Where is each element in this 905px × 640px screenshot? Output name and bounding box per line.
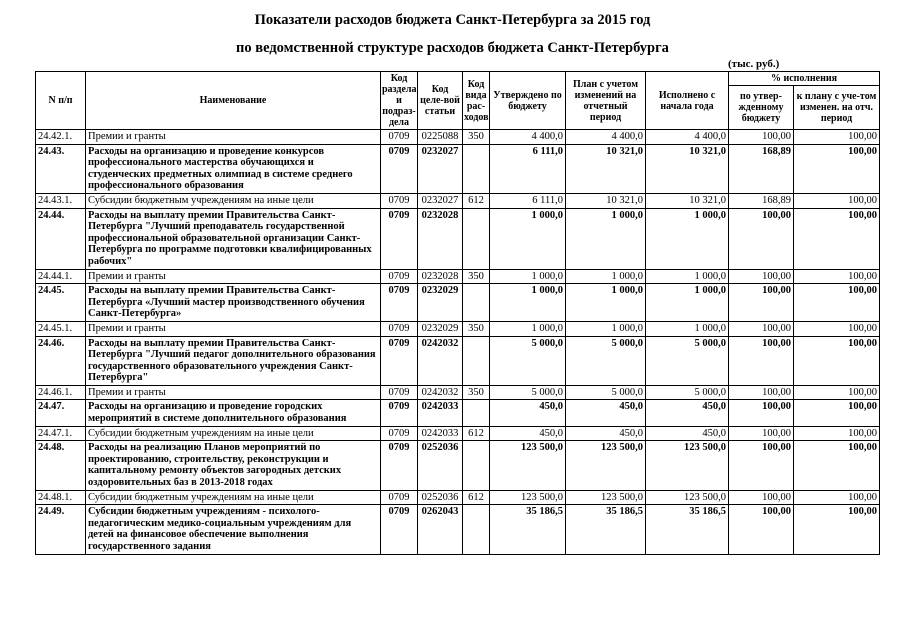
row-target-code: 0242033 [418, 400, 463, 426]
row-executed: 123 500,0 [646, 490, 729, 505]
row-section-code: 0709 [381, 284, 418, 322]
table-row [36, 269, 880, 284]
row-target-code: 0232027 [418, 144, 463, 193]
row-executed: 10 321,0 [646, 144, 729, 193]
budget-table [35, 71, 880, 555]
row-approved: 123 500,0 [490, 490, 566, 505]
header-executed: Исполнено с начала года [646, 72, 729, 130]
row-number: 24.47.1. [36, 426, 86, 441]
row-executed: 5 000,0 [646, 385, 729, 400]
row-target-code: 0252036 [418, 490, 463, 505]
row-name: Расходы на выплату премии Правительства Санкт-Петербурга "Лучший педагог дополнительного образования государственного образовательного учреждения Санкт-Петербурга" [86, 336, 381, 385]
page-title: Показатели расходов бюджета Санкт-Петербурга за 2015 год [254, 12, 651, 28]
row-name: Расходы на организацию и проведение городских мероприятий в системе дополнительного образования [86, 400, 381, 426]
row-number: 24.45.1. [36, 321, 86, 336]
row-section-code: 0709 [381, 130, 418, 145]
row-kind-code [463, 336, 490, 385]
row-plan: 5 000,0 [566, 385, 646, 400]
row-plan: 10 321,0 [566, 193, 646, 208]
row-number: 24.43. [36, 144, 86, 193]
row-kind-code: 350 [463, 321, 490, 336]
row-pct-approved: 100,00 [729, 208, 794, 269]
row-number: 24.46. [36, 336, 86, 385]
row-target-code: 0232029 [418, 321, 463, 336]
row-name: Субсидии бюджетным учреждениям - психолого-педагогическим медико-социальным учреждениям для детей на финансовое обеспечение выполнения государственного задания [86, 505, 381, 554]
row-pct-plan: 100,00 [794, 400, 880, 426]
row-pct-plan: 100,00 [794, 505, 880, 554]
header-kind-code: Код вида рас-ходов [463, 72, 490, 130]
row-kind-code: 350 [463, 130, 490, 145]
row-section-code: 0709 [381, 426, 418, 441]
row-kind-code [463, 400, 490, 426]
row-number: 24.43.1. [36, 193, 86, 208]
row-pct-plan: 100,00 [794, 269, 880, 284]
header-name: Наименование [86, 72, 381, 130]
row-approved: 1 000,0 [490, 269, 566, 284]
row-approved: 5 000,0 [490, 385, 566, 400]
row-kind-code: 350 [463, 269, 490, 284]
row-pct-approved: 168,89 [729, 193, 794, 208]
table-row [36, 505, 880, 554]
row-pct-plan: 100,00 [794, 441, 880, 490]
row-plan: 1 000,0 [566, 269, 646, 284]
table-row [36, 385, 880, 400]
row-executed: 4 400,0 [646, 130, 729, 145]
row-approved: 450,0 [490, 426, 566, 441]
row-kind-code [463, 144, 490, 193]
table-row [36, 144, 880, 193]
row-executed: 10 321,0 [646, 193, 729, 208]
table-row [36, 208, 880, 269]
row-pct-plan: 100,00 [794, 385, 880, 400]
row-section-code: 0709 [381, 490, 418, 505]
row-kind-code: 612 [463, 490, 490, 505]
row-pct-approved: 100,00 [729, 385, 794, 400]
row-executed: 1 000,0 [646, 321, 729, 336]
row-number: 24.42.1. [36, 130, 86, 145]
row-target-code: 0232027 [418, 193, 463, 208]
row-approved: 35 186,5 [490, 505, 566, 554]
table-row [36, 130, 880, 145]
row-pct-approved: 100,00 [729, 490, 794, 505]
row-executed: 1 000,0 [646, 269, 729, 284]
row-approved: 1 000,0 [490, 208, 566, 269]
row-name: Расходы на выплату премии Правительства Санкт-Петербурга «Лучший мастер производственного обучения Санкт-Петербурга» [86, 284, 381, 322]
row-number: 24.48.1. [36, 490, 86, 505]
units-label: (тыс. руб.) [728, 58, 780, 70]
row-plan: 1 000,0 [566, 284, 646, 322]
row-section-code: 0709 [381, 400, 418, 426]
row-pct-plan: 100,00 [794, 426, 880, 441]
row-name: Субсидии бюджетным учреждениям на иные цели [86, 193, 381, 208]
header-num: N п/п [36, 72, 86, 130]
row-pct-plan: 100,00 [794, 130, 880, 145]
row-section-code: 0709 [381, 193, 418, 208]
row-target-code: 0242033 [418, 426, 463, 441]
row-section-code: 0709 [381, 144, 418, 193]
row-section-code: 0709 [381, 385, 418, 400]
row-target-code: 0232028 [418, 208, 463, 269]
row-pct-plan: 100,00 [794, 321, 880, 336]
row-kind-code: 612 [463, 426, 490, 441]
row-kind-code: 350 [463, 385, 490, 400]
row-plan: 1 000,0 [566, 208, 646, 269]
row-plan: 123 500,0 [566, 490, 646, 505]
row-pct-approved: 100,00 [729, 505, 794, 554]
row-plan: 4 400,0 [566, 130, 646, 145]
row-pct-approved: 100,00 [729, 426, 794, 441]
row-pct-approved: 100,00 [729, 130, 794, 145]
table-row [36, 426, 880, 441]
row-executed: 450,0 [646, 426, 729, 441]
row-target-code: 0242032 [418, 385, 463, 400]
page-subtitle: по ведомственной структуре расходов бюджета Санкт-Петербурга [236, 40, 669, 56]
row-executed: 5 000,0 [646, 336, 729, 385]
table-row [36, 284, 880, 322]
row-number: 24.44. [36, 208, 86, 269]
row-section-code: 0709 [381, 269, 418, 284]
row-name: Премии и гранты [86, 269, 381, 284]
row-name: Субсидии бюджетным учреждениям на иные цели [86, 426, 381, 441]
row-executed: 1 000,0 [646, 284, 729, 322]
row-number: 24.44.1. [36, 269, 86, 284]
row-number: 24.48. [36, 441, 86, 490]
table-row [36, 193, 880, 208]
row-plan: 10 321,0 [566, 144, 646, 193]
row-pct-plan: 100,00 [794, 208, 880, 269]
row-pct-plan: 100,00 [794, 193, 880, 208]
row-pct-approved: 100,00 [729, 336, 794, 385]
header-target-code: Код целе-вой статьи [418, 72, 463, 130]
row-number: 24.49. [36, 505, 86, 554]
row-pct-approved: 100,00 [729, 400, 794, 426]
row-executed: 123 500,0 [646, 441, 729, 490]
row-target-code: 0242032 [418, 336, 463, 385]
row-number: 24.45. [36, 284, 86, 322]
row-pct-approved: 100,00 [729, 441, 794, 490]
row-section-code: 0709 [381, 208, 418, 269]
row-pct-plan: 100,00 [794, 336, 880, 385]
row-approved: 123 500,0 [490, 441, 566, 490]
row-section-code: 0709 [381, 441, 418, 490]
row-approved: 6 111,0 [490, 144, 566, 193]
row-approved: 450,0 [490, 400, 566, 426]
row-pct-plan: 100,00 [794, 490, 880, 505]
row-kind-code [463, 441, 490, 490]
row-name: Премии и гранты [86, 385, 381, 400]
row-plan: 123 500,0 [566, 441, 646, 490]
row-section-code: 0709 [381, 336, 418, 385]
row-name: Расходы на организацию и проведение конкурсов профессионального мастерства обучающихся и студенческих предметных олимпиад в системе среднего профессионального образования [86, 144, 381, 193]
row-plan: 1 000,0 [566, 321, 646, 336]
table-row [36, 336, 880, 385]
row-approved: 1 000,0 [490, 284, 566, 322]
row-approved: 1 000,0 [490, 321, 566, 336]
row-pct-plan: 100,00 [794, 144, 880, 193]
header-section-code: Код раздела и подраз-дела [382, 73, 417, 128]
row-name: Премии и гранты [86, 321, 381, 336]
row-pct-approved: 100,00 [729, 269, 794, 284]
row-approved: 6 111,0 [490, 193, 566, 208]
table-row [36, 441, 880, 490]
row-pct-approved: 168,89 [729, 144, 794, 193]
row-pct-plan: 100,00 [794, 284, 880, 322]
row-plan: 450,0 [566, 400, 646, 426]
row-executed: 450,0 [646, 400, 729, 426]
row-target-code: 0225088 [418, 130, 463, 145]
row-approved: 4 400,0 [490, 130, 566, 145]
row-name: Расходы на выплату премии Правительства Санкт-Петербурга "Лучший преподаватель государственной профессиональной образовательной организации Санкт-Петербурга по программе подготовки квалифицированных рабочих" [86, 208, 381, 269]
row-number: 24.47. [36, 400, 86, 426]
row-target-code: 0232028 [418, 269, 463, 284]
row-executed: 35 186,5 [646, 505, 729, 554]
header-pct-approved: по утвер-жденному бюджету [729, 86, 794, 130]
row-name: Субсидии бюджетным учреждениям на иные цели [86, 490, 381, 505]
row-name: Расходы на реализацию Планов мероприятий по проектированию, строительству, реконструкции и капитальному ремонту объектов загородных детских оздоровительных баз в 2013-2018 годах [86, 441, 381, 490]
header-pct-plan: к плану с уче-том изменен. на отч. период [794, 86, 880, 130]
row-target-code: 0232029 [418, 284, 463, 322]
row-section-code: 0709 [381, 505, 418, 554]
row-pct-approved: 100,00 [729, 284, 794, 322]
row-plan: 450,0 [566, 426, 646, 441]
row-executed: 1 000,0 [646, 208, 729, 269]
row-plan: 5 000,0 [566, 336, 646, 385]
table-row [36, 490, 880, 505]
row-kind-code [463, 505, 490, 554]
row-number: 24.46.1. [36, 385, 86, 400]
row-plan: 35 186,5 [566, 505, 646, 554]
row-kind-code [463, 284, 490, 322]
header-approved: Утверждено по бюджету [490, 72, 566, 130]
table-row [36, 400, 880, 426]
header-percent-group: % исполнения [729, 72, 880, 86]
row-target-code: 0262043 [418, 505, 463, 554]
row-target-code: 0252036 [418, 441, 463, 490]
row-kind-code: 612 [463, 193, 490, 208]
row-approved: 5 000,0 [490, 336, 566, 385]
row-kind-code [463, 208, 490, 269]
row-section-code: 0709 [381, 321, 418, 336]
row-pct-approved: 100,00 [729, 321, 794, 336]
row-name: Премии и гранты [86, 130, 381, 145]
table-row [36, 321, 880, 336]
header-plan: План с учетом изменений на отчетный период [566, 72, 646, 130]
